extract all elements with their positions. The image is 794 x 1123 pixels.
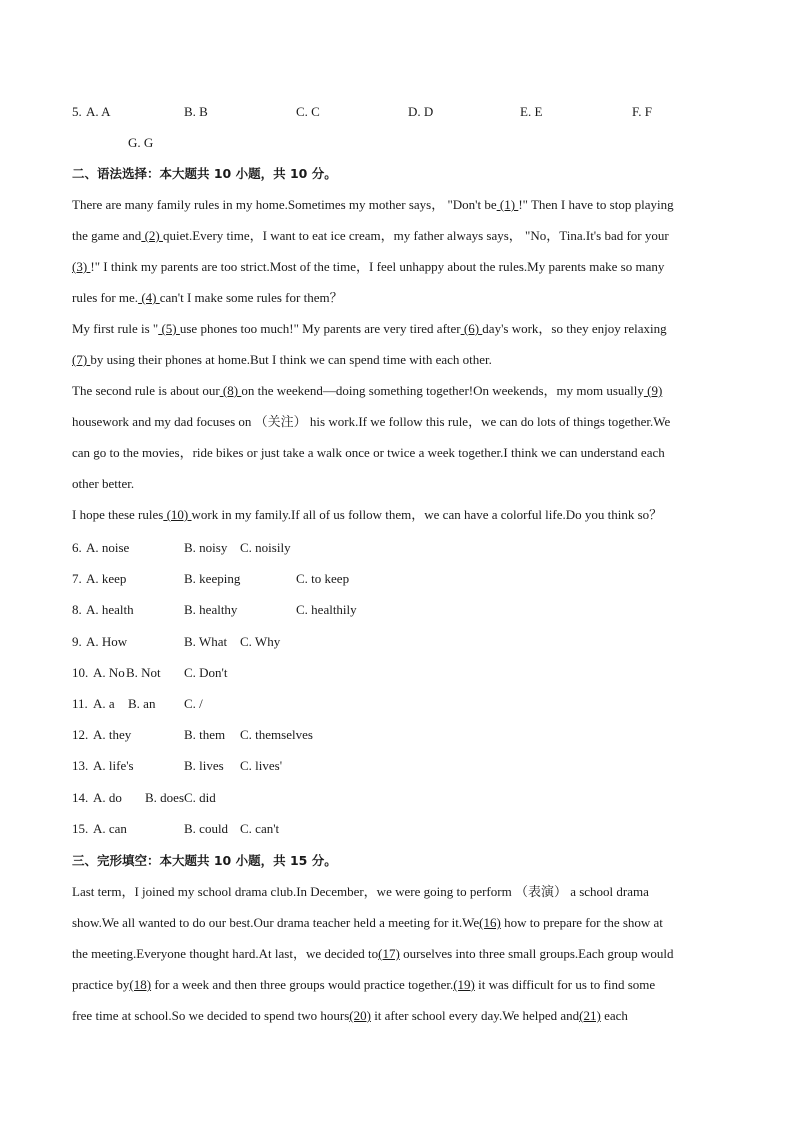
section-3-passage-line: [72, 945, 673, 963]
question-number: 10.: [72, 664, 89, 680]
q5-option-e: E. E: [520, 104, 543, 119]
answer-blank: (19): [453, 977, 475, 992]
answer-blank: (18): [129, 977, 152, 992]
option-c: C. healthily: [296, 602, 357, 618]
section-2-passage-line: [72, 475, 134, 493]
section-2-passage-line: [72, 320, 667, 338]
answer-blank: (5): [158, 321, 180, 336]
option-c: C. to keep: [296, 571, 350, 587]
answer-blank: (8): [219, 383, 242, 398]
question-number: 13.: [72, 758, 89, 774]
option-a: A. How: [86, 633, 128, 649]
passage-text: My first rule is ": [72, 321, 159, 336]
option-c: C. can't: [240, 820, 280, 836]
option-c: C. did: [184, 789, 216, 805]
passage-text: The second rule is about our: [72, 383, 220, 398]
passage-text: Last term，I joined my school drama club.In December，we were going to perform （表演） a school drama: [72, 884, 649, 899]
q5-option-c: C. C: [296, 104, 320, 119]
option-b: B. lives: [184, 758, 224, 774]
passage-text: show.We all wanted to do our best.Our drama teacher held a meeting for it.We: [72, 915, 480, 930]
passage-text: it after school every day.We helped and: [370, 1008, 580, 1023]
passage-text: practice by: [72, 977, 130, 992]
answer-blank: (1): [496, 197, 519, 212]
option-a: A. No: [93, 664, 125, 680]
answer-blank: (4): [138, 290, 160, 305]
passage-text: work in my family.If all of us follow them，we can have a colorful life.Do you think so？: [191, 507, 663, 522]
section-2-passage-line: [72, 258, 664, 276]
question-number: 8.: [72, 602, 82, 618]
option-a: A. health: [86, 602, 134, 618]
option-c: C. noisily: [240, 540, 291, 555]
answer-blank: (7): [72, 352, 91, 367]
passage-text: ourselves into three small groups.Each group would: [399, 946, 674, 961]
option-a: A. life's: [93, 758, 134, 774]
section-3-passage-line: [72, 976, 655, 994]
option-a: A. can: [93, 820, 127, 836]
answer-blank: (6): [460, 321, 483, 336]
option-c: C. themselves: [240, 727, 313, 743]
option-b: B. noisy: [184, 540, 228, 555]
option-c: C. Why: [240, 633, 281, 649]
answer-blank: (9): [643, 383, 663, 398]
section-2-passage-line: [72, 382, 662, 400]
option-b: B. them: [184, 727, 226, 743]
answer-blank: (16): [479, 915, 501, 930]
option-b: B. an: [128, 696, 156, 711]
section-3-heading: 三、完形填空：本大题共 10 小题，共 15 分。: [72, 853, 337, 868]
option-a: A. keep: [86, 571, 127, 587]
question-number: 6.: [72, 540, 82, 555]
option-b: B. keeping: [184, 571, 241, 587]
answer-blank: (3): [72, 259, 91, 274]
section-2-passage-line: [72, 444, 665, 462]
section-3-passage-line: [72, 1007, 628, 1025]
question-number: 11.: [72, 696, 88, 711]
passage-text: other better.: [72, 476, 135, 491]
question-number: 15.: [72, 820, 89, 836]
passage-text: can go to the movies，ride bikes or just take a walk once or twice a week together.I think we can understand each: [72, 445, 665, 460]
question-number: 12.: [72, 727, 89, 743]
passage-text: can't I make some rules for them？: [159, 290, 343, 305]
answer-blank: (2): [141, 228, 163, 243]
passage-text: rules for me.: [72, 290, 139, 305]
question-number: 14.: [72, 789, 89, 805]
question-number: 9.: [72, 633, 82, 649]
passage-text: day's work，so they enjoy relaxing: [482, 321, 667, 336]
option-a: A. noise: [86, 540, 130, 555]
passage-text: housework and my dad focuses on （关注） his work.If we follow this rule，we can do lots of things together.We: [72, 414, 671, 429]
section-3-passage-line: [72, 914, 663, 932]
q5-option-f: F. F: [632, 104, 652, 119]
passage-text: I hope these rules: [72, 507, 164, 522]
option-c: C. Don't: [184, 664, 228, 680]
passage-text: the game and: [72, 228, 142, 243]
passage-text: it was difficult for us to find some: [474, 977, 656, 992]
passage-text: by using their phones at home.But I think we can spend time with each other.: [90, 352, 492, 367]
answer-blank: (17): [378, 946, 400, 961]
q5-option-a: A. A: [86, 104, 111, 119]
option-b: B. healthy: [184, 602, 238, 618]
passage-text: use phones too much!" My parents are very tired after: [179, 321, 461, 336]
passage-text: !" I think my parents are too strict.Most of the time，I feel unhappy about the rules.My parents make so many: [90, 259, 665, 274]
q5-option-b: B. B: [184, 104, 208, 119]
answer-blank: (10): [163, 507, 192, 522]
passage-text: on the weekend—doing something together!On weekends，my mom usually: [241, 383, 644, 398]
passage-text: !" Then I have to stop playing: [518, 197, 674, 212]
section-2-passage-line: [72, 506, 662, 524]
section-2-passage-line: [72, 289, 343, 307]
section-3-passage-line: [72, 883, 649, 901]
option-b: B. could: [184, 820, 229, 836]
option-a: A. a: [93, 696, 115, 711]
option-b: B. What: [184, 633, 228, 649]
option-b: B. Not: [126, 664, 161, 680]
passage-text: There are many family rules in my home.Sometimes my mother says， "Don't be: [72, 197, 497, 212]
q5-number: 5.: [72, 104, 82, 119]
option-a: A. they: [93, 727, 132, 743]
passage-text: quiet.Every time，I want to eat ice cream，my father always says， "No，Tina.It's bad for your: [162, 228, 669, 243]
option-b: B. does: [145, 789, 184, 805]
option-a: A. do: [93, 789, 122, 805]
question-number: 7.: [72, 571, 82, 587]
q5-option-g: G. G: [128, 135, 154, 150]
answer-blank: (20): [349, 1008, 371, 1023]
passage-text: for a week and then three groups would practice together.: [151, 977, 454, 992]
passage-text: the meeting.Everyone thought hard.At last，we decided to: [72, 946, 379, 961]
section-2-passage-line: [72, 227, 669, 245]
option-c: C. lives': [240, 758, 283, 774]
section-2-heading: 二、语法选择：本大题共 10 小题，共 10 分。: [72, 166, 337, 181]
section-2-passage-line: [72, 196, 674, 214]
passage-text: how to prepare for the show at: [500, 915, 663, 930]
section-2-passage-line: [72, 413, 670, 431]
passage-text: each: [600, 1008, 628, 1023]
passage-text: free time at school.So we decided to spend two hours: [72, 1008, 350, 1023]
section-2-passage-line: [72, 351, 492, 369]
option-c: C. /: [184, 696, 203, 711]
answer-blank: (21): [579, 1008, 601, 1023]
q5-option-d: D. D: [408, 104, 434, 119]
